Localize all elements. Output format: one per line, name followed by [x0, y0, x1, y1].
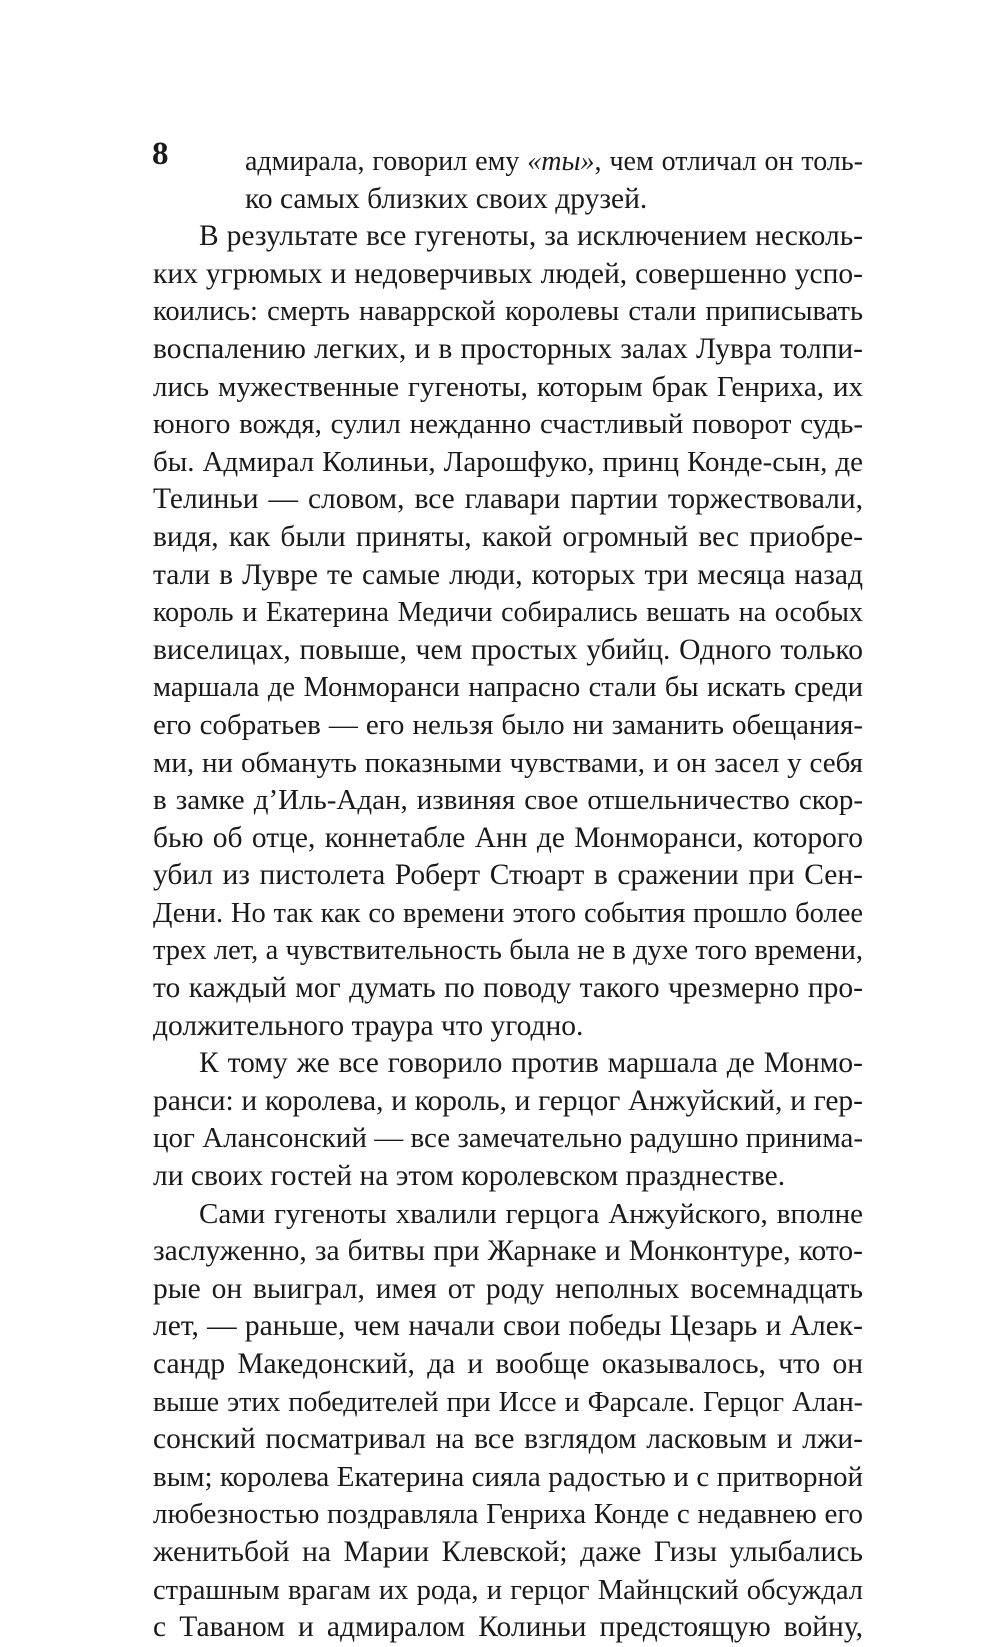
text-line: тали в Лувре те самые люди, которых три месяца назад	[153, 558, 863, 591]
text-line	[153, 143, 863, 181]
page-number: 8	[152, 136, 169, 172]
text-line: Телиньи — словом, все главари партии торжествовали,	[153, 483, 863, 516]
text-line: ких угрюмых и недоверчивых людей, совершенно успо-	[153, 257, 863, 290]
text-line: цог Алансонский — все замечательно радушно принима-	[153, 1122, 863, 1155]
text-line: король и Екатерина Медичи собирались вешать на особых	[153, 597, 863, 629]
text-line: юного вождя, сулил нежданно счастливый поворот судь-	[153, 408, 863, 441]
text-line: рые он выиграл, имея от роду неполных восемнадцать	[153, 1272, 863, 1305]
text-line: женитьбой на Марии Клевской; даже Гизы улыбались	[153, 1535, 863, 1568]
text-line: сонский посматривал на все взглядом ласковым и лжи-	[153, 1423, 863, 1456]
text-line: ми, ни обмануть показными чувствами, и он засел у себя	[153, 746, 863, 779]
text-line: заслуженно, за битвы при Жарнаке и Монконтуре, кото-	[153, 1235, 863, 1268]
text-line: ранси: и королева, и король, и герцог Анжуйский, и гер-	[153, 1084, 863, 1117]
text-line: ко самых близких своих друзей.	[245, 182, 648, 215]
text-line: с Таваном и адмиралом Колиньи предстоящую войну,	[153, 1611, 863, 1644]
text-line: бью об отце, коннетабле Анн де Монморанси, которого	[153, 821, 863, 854]
text-line: бы. Адмирал Колиньи, Ларошфуко, принц Конде-сын, де	[153, 445, 863, 478]
text-line: виселицах, повыше, чем простых убийц. Одного только	[153, 633, 863, 666]
text-line: в замке д’Иль-Адан, извиняя свое отшельничество скор-	[153, 784, 863, 817]
text-line: воспалению легких, и в просторных залах Лувра толпи-	[153, 332, 863, 365]
text-line: выше этих победителей при Иссе и Фарсале. Герцог Алан-	[153, 1386, 863, 1418]
text-line: лет, — раньше, чем начали свои победы Цезарь и Алек-	[153, 1310, 863, 1343]
text-line: видя, как были приняты, какой огромный вес приобре-	[153, 520, 863, 553]
text-line: любезностью поздравляла Генриха Конде с недавнею его	[153, 1498, 863, 1531]
text-line: вым; королева Екатерина сияла радостью и с притворной	[153, 1460, 863, 1493]
text-line: лись мужественные гугеноты, которым брак Генриха, их	[153, 370, 863, 403]
text-line: сандр Македонский, да и вообще оказывалось, что он	[153, 1348, 863, 1380]
body-text	[153, 143, 863, 1647]
text-line: В результате все гугеноты, за исключением несколь-	[199, 220, 863, 253]
text-line: то каждый мог думать по поводу такого чрезмерно про-	[153, 972, 863, 1005]
text-line: Дени. Но так как со времени этого события прошло более	[153, 897, 863, 929]
text-line: страшным врагам их рода, и герцог Майнцский обсуждал	[153, 1574, 863, 1606]
text-line: Сами гугеноты хвалили герцога Анжуйского, вполне	[199, 1197, 863, 1230]
emphasized-word: «ты»	[527, 146, 595, 177]
text-line: ли своих гостей на этом королевском празднестве.	[153, 1160, 786, 1193]
text-line: коились: смерть наваррской королевы стали приписывать	[153, 296, 863, 328]
text-line: К тому же все говорило против маршала де Монмо-	[199, 1047, 863, 1080]
text-line: должительного траура что угодно.	[153, 1009, 584, 1042]
text-line: его собратьев — его нельзя было ни заманить обещания-	[153, 708, 863, 741]
text-line: убил из пистолета Роберт Стюарт в сражении при Сен-	[153, 859, 863, 892]
text-line: трех лет, а чувствительность была не в духе того времени,	[153, 935, 863, 967]
text-segment: адмирала, говорил ему	[245, 146, 528, 177]
text-line: маршала де Монморанси напрасно стали бы искать среди	[153, 672, 863, 704]
text-segment: , чем отличал он толь-	[594, 146, 864, 177]
